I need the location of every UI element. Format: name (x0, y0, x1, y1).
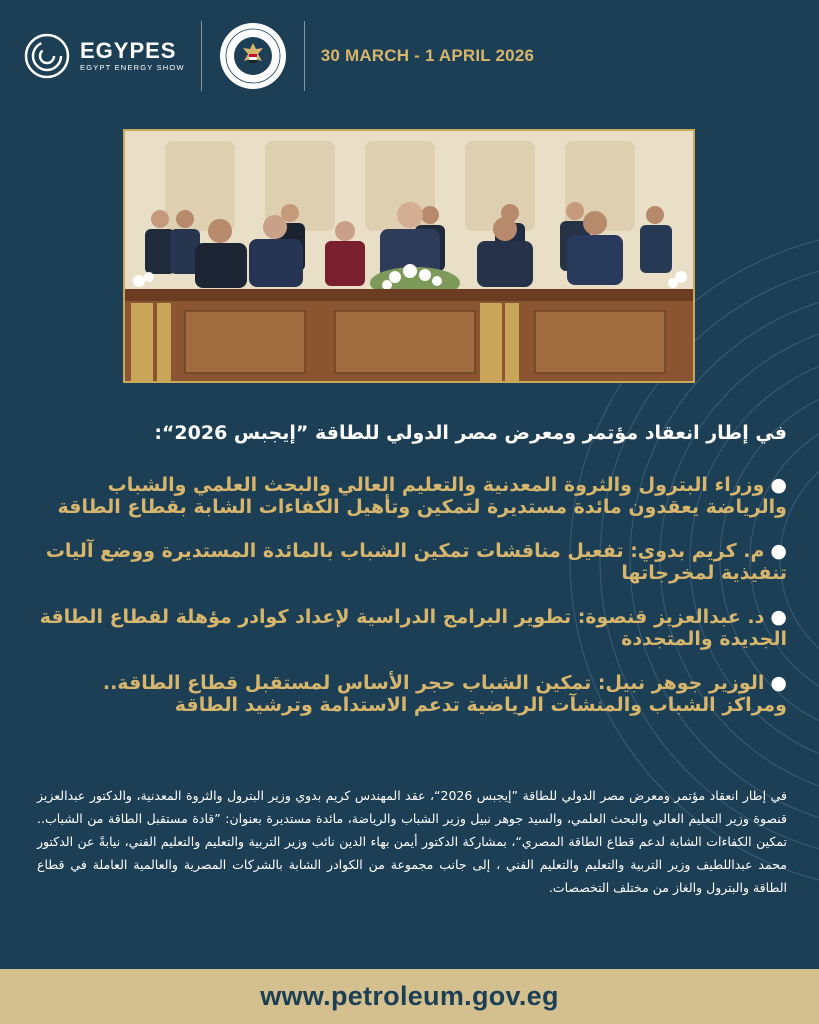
meeting-photo-icon (125, 131, 693, 381)
egypes-wordmark (80, 39, 185, 73)
ministry-emblem-icon (218, 21, 288, 91)
bullet-text: الوزير جوهر نبيل: تمكين الشباب حجر الأساس لمستقبل قطاع الطاقة.. ومراكز الشباب والمنشآت الرياضية تدعم الاستدامة وترشيد الطاقة (102, 672, 787, 716)
header-divider-2 (304, 21, 305, 91)
bullet-item (37, 672, 787, 716)
intro-heading: في إطار انعقاد مؤتمر ومعرض مصر الدولي للطاقة ”إيجبس 2026“: (154, 422, 787, 444)
bullet-item (37, 606, 787, 650)
egypes-logo-group (24, 33, 185, 79)
bullet-dot-icon: ● (770, 540, 787, 562)
bullet-item (37, 474, 787, 518)
bullet-text: وزراء البترول والثروة المعدنية والتعليم العالي والبحث العلمي والشباب والرياضة يعقدون مائدة مستديرة لتمكين وتأهيل الكفاءات الشابة بقطاع الطاقة (57, 474, 787, 518)
bullet-text: م. كريم بدوي: تفعيل مناقشات تمكين الشباب بالمائدة المستديرة ووضع آليات تنفيذية لمخرجاتها (45, 540, 787, 584)
footer-band (0, 969, 819, 1024)
bullet-item (37, 540, 787, 584)
bullet-dot-icon: ● (770, 474, 787, 496)
event-date-range: 30 MARCH - 1 APRIL 2026 (320, 46, 535, 65)
bullet-dot-icon: ● (770, 606, 787, 628)
meeting-photo (123, 129, 695, 383)
header (24, 14, 804, 98)
bullet-text: د. عبدالعزيز قنصوة: تطوير البرامج الدراسية لإعداد كوادر مؤهلة لقطاع الطاقة الجديدة والمتجددة (39, 606, 787, 650)
article-body: في إطار انعقاد مؤتمر ومعرض مصر الدولي للطاقة ”إيجبس 2026“، عقد المهندس كريم بدوي وزير البترول والثروة المعدنية، والدكتور عبدالعزيز قنصوة وزير التعليم العالي والبحث العلمي، والسيد جوهر نبيل وزير الشباب والرياضة، مائدة مستديرة بعنوان: ”قادة مستقبل الطاقة من الشباب.. تمكين الكفاءات الشابة لدعم قطاع الطاقة المصري“، بمشاركة الدكتور أيمن بهاء الدين نائب وزير التربية والتعليم والتعليم الفني، نيابةً عن الدكتور محمد عبداللطيف وزير التربية والتعليم والتعليم الفني ، إلى جانب مجموعة من الكوادر الشابة بالشركات المصرية والعالمية العاملة في قطاع الطاقة والبترول والغاز من مختلف التخصصات. (37, 788, 787, 895)
brand-name: EGYPES (80, 38, 177, 63)
headline-bullets (37, 474, 787, 738)
header-divider (201, 21, 202, 91)
brand-subtitle: EGYPT ENERGY SHOW (80, 63, 185, 72)
website-link[interactable]: www.petroleum.gov.eg (260, 981, 559, 1011)
egypes-logo-icon (24, 33, 70, 79)
bullet-dot-icon: ● (770, 672, 787, 694)
